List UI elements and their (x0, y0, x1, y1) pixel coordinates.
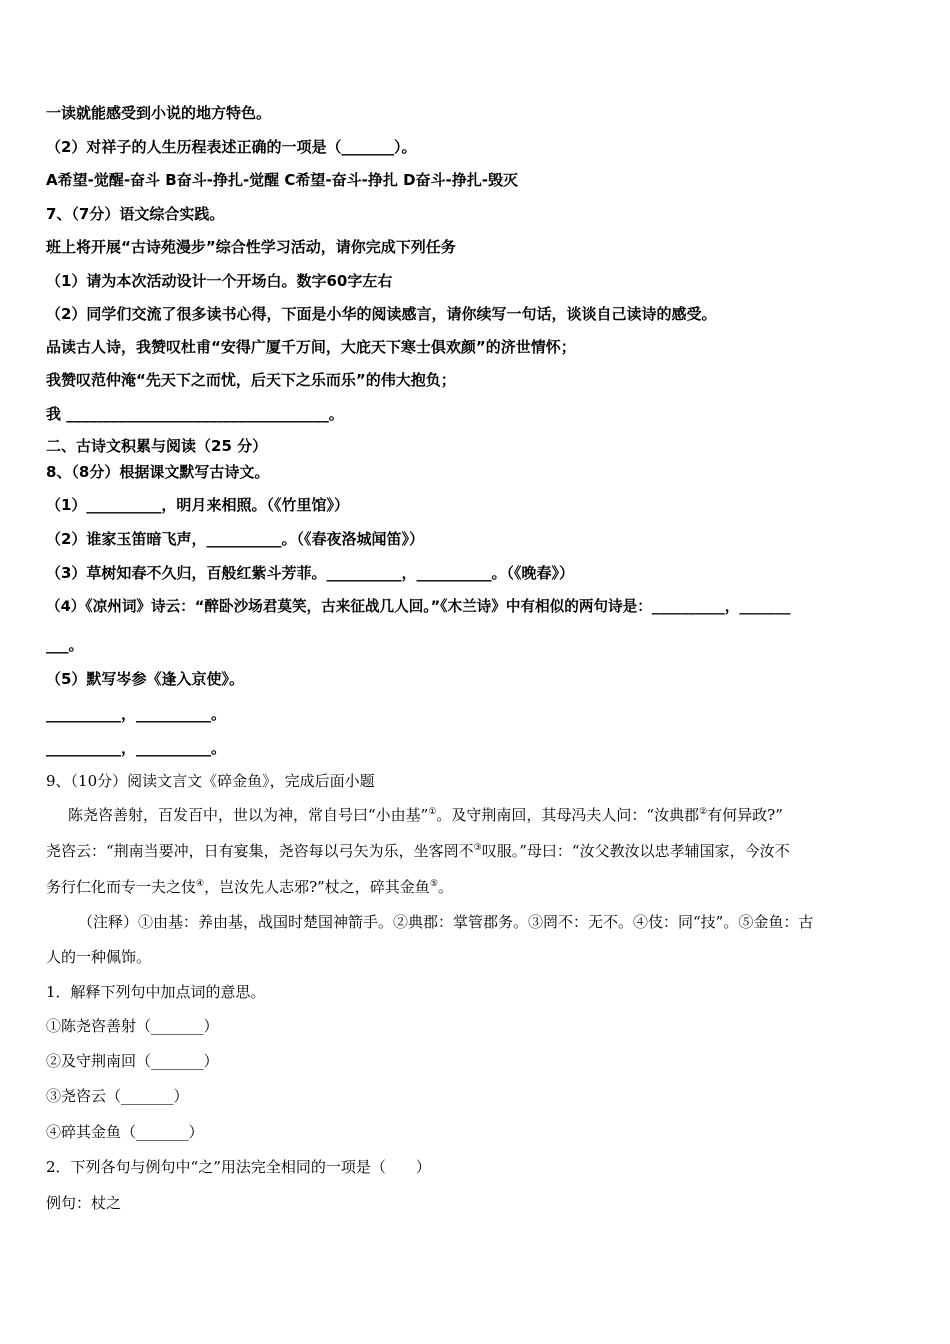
annotation-line: 人的一种佩饰。 (46, 948, 152, 966)
passage-line: 务行仁化而专一夫之伎④，岂汝先人志邪?”杖之，碎其金鱼⑤。 (46, 878, 453, 896)
section-heading: 二、古诗文积累与阅读（25 分） (46, 437, 268, 455)
question-8-2: （2）谁家玉笛暗飞声，__________。（《春夜洛城闻笛》） (46, 530, 424, 548)
subquestion-1-item: ③尧咨云（_______） (46, 1087, 189, 1105)
question-8-4: （4）《凉州词》诗云：“醉卧沙场君莫笑，古来征战几人回。”《木兰诗》中有相似的两句诗是：__________，_______ (46, 598, 791, 615)
question-8-4-continued: ___。 (46, 636, 84, 654)
question-8-5: （5）默写岑参《逢入京使》。 (46, 670, 244, 688)
subquestion-1: 1．解释下列句中加点词的意思。 (46, 983, 266, 1001)
footnote-mark: ④ (196, 879, 205, 889)
passage-line: 陈尧咨善射，百发百中，世以为神，常自号曰“小由基”①。及守荆南回，其母冯夫人问：“汝典郡②有何异政?” (68, 806, 783, 824)
question-8-1: （1）__________，明月来相照。（《竹里馆》） (46, 496, 349, 514)
question-7-heading: 7、（7分）语文综合实践。 (46, 205, 225, 223)
subquestion-1-item: ②及守荆南回（_______） (46, 1052, 219, 1070)
text-line: 班上将开展“古诗苑漫步”综合性学习活动，请你完成下列任务 (46, 238, 456, 256)
passage-line: 尧咨云：“荆南当要冲，日有宴集，尧咨每以弓矢为乐，坐客罔不③叹服。”母曰：“汝父教汝以忠孝辅国家，今汝不 (46, 842, 790, 860)
footnote-mark: ② (699, 807, 708, 817)
answer-blank-line: __________，__________。 (46, 705, 227, 723)
footnote-mark: ⑤ (429, 879, 438, 889)
question-6-2-options: A希望-觉醒-奋斗 B奋斗-挣扎-觉醒 C希望-奋斗-挣扎 D奋斗-挣扎-毁灭 (46, 171, 518, 189)
question-7-2: （2）同学们交流了很多读书心得，下面是小华的阅读感言，请你续写一句话，谈谈自己读诗的感受。 (46, 305, 717, 323)
question-9-heading: 9、（10分）阅读文言文《碎金鱼》，完成后面小题 (46, 772, 375, 790)
example-sentence: 例句：杖之 (46, 1194, 122, 1212)
question-6-2: （2）对祥子的人生历程表述正确的一项是（_______）。 (46, 138, 417, 156)
question-7-1: （1）请为本次活动设计一个开场白。数字60字左右 (46, 272, 393, 290)
footnote-mark: ③ (473, 843, 482, 853)
footnote-mark: ① (428, 807, 437, 817)
subquestion-2: 2．下列各句与例句中“之”用法完全相同的一项是（ ） (46, 1158, 431, 1176)
answer-blank-line: __________，__________。 (46, 739, 227, 757)
annotation-line: （注释）①由基：养由基，战国时楚国神箭手。②典郡：掌管郡务。③罔不：无不。④伎：同“技”。⑤金鱼：古 (78, 913, 814, 931)
subquestion-1-item: ④碎其金鱼（_______） (46, 1123, 204, 1141)
text-line: 我赞叹范仲淹“先天下之而忧，后天下之乐而乐”的伟大抱负； (46, 371, 456, 389)
answer-blank-line: 我 ___________________________________。 (46, 405, 344, 423)
text-line: 一读就能感受到小说的地方特色。 (46, 104, 272, 122)
question-8-3: （3）草树知春不久归，百般红紫斗芳菲。__________，__________。（《晚春》） (46, 564, 574, 582)
text-line: 品读古人诗，我赞叹杜甫“安得广厦千万间，大庇天下寒士俱欢颜”的济世情怀； (46, 338, 576, 356)
subquestion-1-item: ①陈尧咨善射（_______） (46, 1017, 219, 1035)
question-8-heading: 8、（8分）根据课文默写古诗文。 (46, 463, 270, 481)
